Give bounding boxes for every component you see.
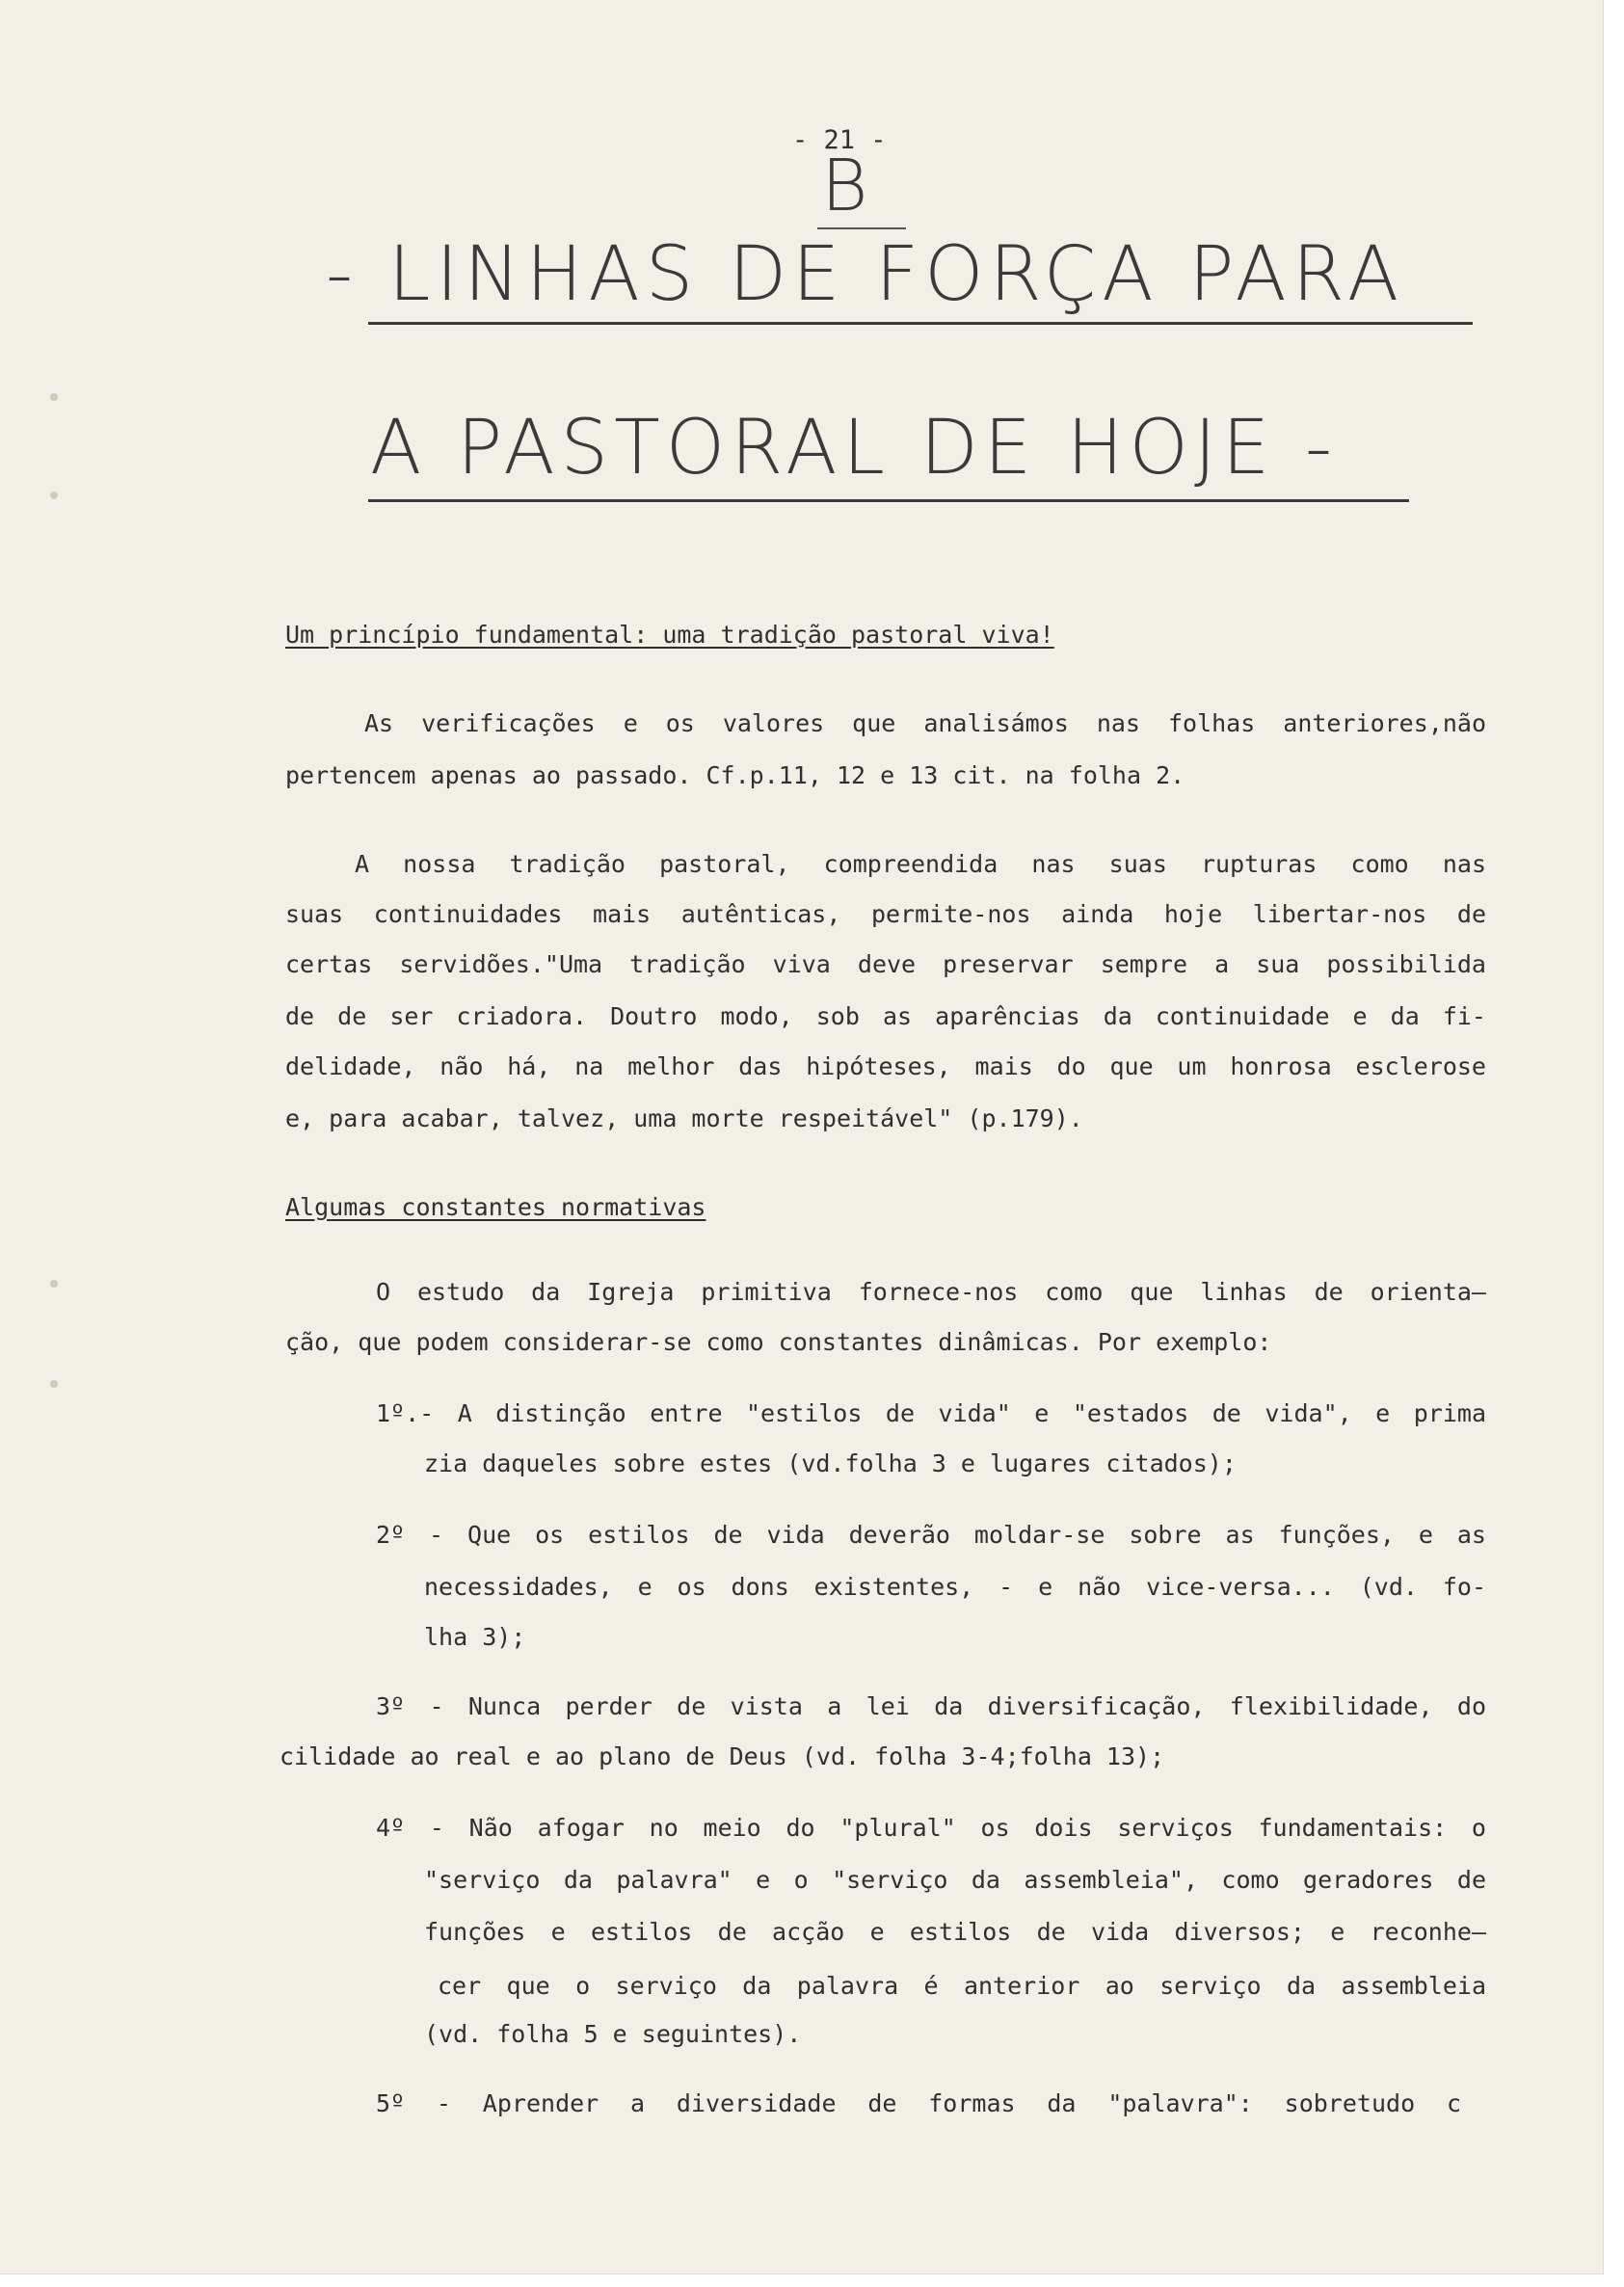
list-item-line: lha 3); [424,1623,526,1651]
margin-mark [50,393,58,401]
list-item-line: 5º - Aprender a diversidade de formas da "palavra": sobretudo c [376,2089,1461,2117]
paragraph-line: de de ser criadora. Doutro modo, sob as aparências da continuidade e da fi- [285,1002,1486,1030]
margin-mark [50,1280,58,1288]
section-heading: Algumas constantes normativas [285,1193,706,1221]
list-item-line: necessidades, e os dons existentes, - e não vice-versa... (vd. fo- [424,1573,1486,1601]
list-item-line: (vd. folha 5 e seguintes). [424,2020,802,2048]
paragraph-line: suas continuidades mais autênticas, permite-nos ainda hoje libertar-nos de [285,900,1486,928]
paragraph-line: ção, que podem considerar-se como constantes dinâmicas. Por exemplo: [285,1328,1272,1356]
list-item-line: funções e estilos de acção e estilos de vida diversos; e reconhe— [424,1918,1486,1946]
title-line-2-underline [368,499,1409,502]
list-item-line: 2º - Que os estilos de vida deverão moldar-se sobre as funções, e as [376,1521,1486,1549]
title-line-2: A PASTORAL DE HOJE - [370,405,1339,492]
margin-mark [50,1380,58,1388]
paragraph-line: certas servidões."Uma tradição viva deve preservar sempre a sua possibilida [285,950,1486,978]
paragraph-line: pertencem apenas ao passado. Cf.p.11, 12 e 13 cit. na folha 2. [285,761,1185,789]
section-letter: B [821,145,868,227]
list-item-line: cer que o serviço da palavra é anterior ao serviço da assembleia [438,1972,1486,2000]
paragraph-line: O estudo da Igreja primitiva fornece-nos como que linhas de orienta— [376,1278,1486,1306]
page-number: - 21 - [792,125,887,155]
title-line-1: - LINHAS DE FORÇA PARA [326,231,1405,318]
list-item-line: cilidade ao real e ao plano de Deus (vd. folha 3-4;folha 13); [280,1742,1165,1770]
paragraph-line: e, para acabar, talvez, uma morte respeitável" (p.179). [285,1104,1083,1132]
list-item-line: 4º - Não afogar no meio do "plural" os dois serviços fundamentais: o [376,1814,1486,1842]
paragraph-line: As verificações e os valores que analisámos nas folhas anteriores,não [364,709,1486,737]
margin-mark [50,492,58,499]
list-item-line: zia daqueles sobre estes (vd.folha 3 e lugares citados); [424,1449,1237,1477]
list-item-line: 3º - Nunca perder de vista a lei da diversificação, flexibilidade, do [376,1692,1486,1720]
paragraph-line: delidade, não há, na melhor das hipóteses, mais do que um honrosa esclerose [285,1052,1486,1080]
section-heading: Um princípio fundamental: uma tradição pastoral viva! [285,621,1054,649]
list-item-line: 1º.- A distinção entre "estilos de vida" e "estados de vida", e prima [376,1399,1486,1427]
section-letter-underline [817,227,906,229]
title-line-1-underline [368,322,1473,325]
paragraph-line: A nossa tradição pastoral, compreendida nas suas rupturas como nas [355,850,1486,878]
list-item-line: "serviço da palavra" e o "serviço da assembleia", como geradores de [424,1866,1486,1894]
